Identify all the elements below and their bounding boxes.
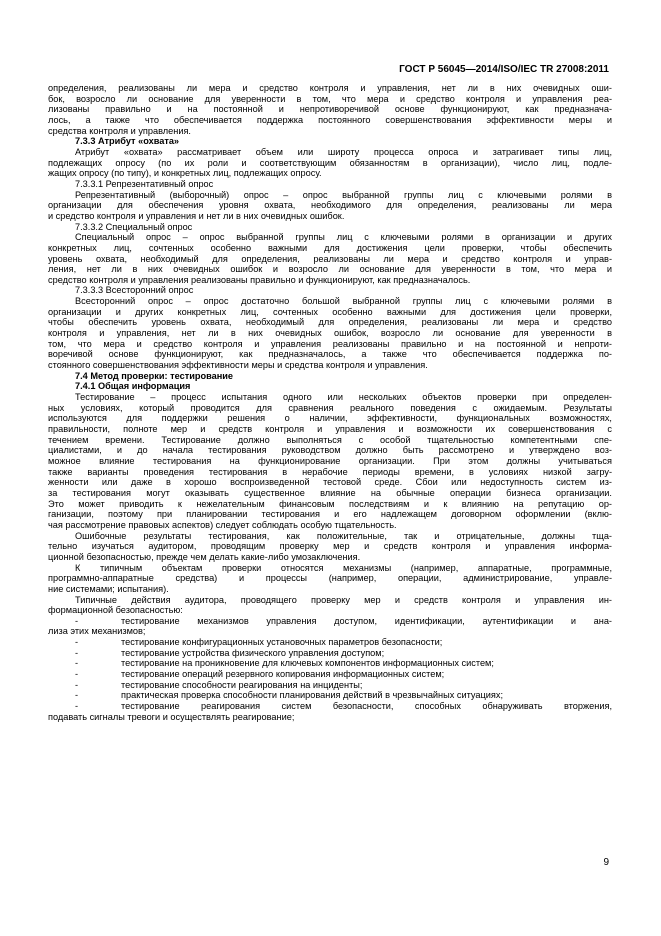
paragraph-line: бок, возросло ли основание для уверенности в том, что мера и средство контроля и управления реа- [48,93,612,104]
paragraph-line: организации для обеспечения уровня охвата, необходимого для определения, реализованы ли мера [48,200,612,211]
paragraph-line: контроля и управления, нет ли в них очевидных ошибок, возросло ли основание для уверенности в [48,328,612,339]
paragraph-line: организации и других конкретных лиц, сочтенных особенно важными для достижения цели проверки, [48,306,612,317]
paragraph-line: Типичные действия аудитора, проводящего проверку мер и средств контроля и управления ин- [75,594,612,605]
list-item-text: практическая проверка способности планирования действий в чрезвычайных ситуациях; [121,690,504,701]
section-heading-line: 7.3.3 Атрибут «охвата» [75,136,180,147]
paragraph-line: ных условиях, который проводится для сравнения реального поведения с ожидаемым. Результаты [48,402,612,413]
list-bullet: - [75,647,79,658]
paragraph-line: программно-аппаратные средства) и процессы (например, операции, администрирование, управле- [48,573,612,584]
list-item-line [48,637,612,648]
paragraph-line: ционной безопасностью, прежде чем делать какие-либо умозаключения. [48,551,361,562]
paragraph-line: том, что мера и средство контроля и управления реализованы правильно и на постоянной и непроти- [48,338,612,349]
paragraph-line: Ошибочные результаты тестирования, как положительные, так и отрицательные, должны тща- [75,530,612,541]
paragraph-line: течением времени. Тестирование должно выполняться с особой тщательностью компетентными спе- [48,434,612,445]
paragraph-line: тельно изучаться аудитором, проводящим проверку мер и средств контроля и управления информа- [48,541,612,552]
paragraph-line: чая рассмотрение правовых аспектов) следует соблюдать особую тщательность. [48,519,397,530]
paragraph-line: жащих опросу (по типу), и конкретных лиц, подлежащих опросу. [48,168,322,179]
section-heading-line: 7.4 Метод проверки: тестирование [75,370,234,381]
paragraph-line: Атрибут «охвата» рассматривает объем или широту процесса опроса и затрагивает типы лиц, [75,146,612,157]
paragraph-line: чтобы обеспечить уровень охвата, необходимый для определения, реализованы ли мера и средство [48,317,612,328]
list-bullet: - [75,701,79,712]
paragraph-line: конкретных лиц, сочтенных особенно важными для достижения цели проверки, чтобы обеспечить [48,242,612,253]
paragraph-line: женности или даже в хорошо воспроизведенной тестовой среде. Сбои или недоступность систем из- [48,477,612,488]
list-bullet: - [75,658,79,669]
list-bullet: - [75,679,79,690]
paragraph-line: уровень охвата, необходимый для определения, реализованы ли мера и средство контроля и управ- [48,253,612,264]
list-item-line [48,648,612,659]
list-item-line [48,690,612,701]
paragraph-line: подлежащих опросу (по их роли и соответствующим обязанностям в организации), число лиц, подле- [48,157,612,168]
document-header: ГОСТ Р 56045—2014/ISO/IEC TR 27008:2011 [399,64,609,75]
list-item-text: тестирование на проникновение для ключевых компонентов информационных систем; [121,658,494,669]
list-item-line [48,680,612,691]
paragraph-line: и средство контроля и управления и нет ли в них очевидных ошибок. [48,210,345,221]
paragraph-line: Специальный опрос – опрос выбранной группы лиц с ключевыми ролями в организации и других [75,232,612,243]
list-item-line [48,616,612,627]
paragraph-line: ганизации, поэтому при планировании тестирования и его надлежащем договорном оформлении (вклю- [48,509,612,520]
paragraph-line: К типичным объектам проверки относятся механизмы (например, аппаратные, программные, [75,562,612,573]
paragraph-line: Тестирование – процесс испытания одного или нескольких объектов проверки при определен- [75,392,612,403]
paragraph-line: ления, нет ли в них очевидных ошибок и возросло ли основание для уверенности в том, что мера и [48,264,612,275]
paragraph-line: 7.3.3.3 Всесторонний опрос [75,285,194,296]
list-item-line [48,669,612,680]
paragraph-line: правильности, полноте мер и средств контроля и управления и возможности их совершенствования с [48,424,612,434]
list-bullet: - [75,615,79,626]
list-item-line [48,658,612,669]
paragraph-line: используются для поддержки решения о наличии, эффективности, функциональных возможностях, [48,413,612,424]
paragraph-line: формационной безопасностью: [48,605,183,616]
list-item-text: тестирование реагирования систем безопасности, способных обнаруживать вторжения, [121,701,612,712]
paragraph-line: стоянного совершенствования эффективности меры и средства контроля и управления. [48,360,428,371]
paragraph-line: средства контроля и управления. [48,125,191,136]
document-body [48,83,612,722]
paragraph-line: 7.3.3.1 Репрезентативный опрос [75,178,214,189]
paragraph-line: Репрезентативный (выборочный) опрос – опрос выбранной группы лиц с ключевыми ролями в [75,189,612,200]
paragraph-line: 7.3.3.2 Специальный опрос [75,221,193,232]
paragraph-line: Всесторонний опрос – опрос достаточно большой выбранной группы лиц с ключевыми ролями в [75,296,612,307]
paragraph-line: циалистами, и до начала тестирования руководством должно быть рассмотрено и утверждено воз- [48,445,612,456]
page-number: 9 [603,857,609,868]
paragraph-line: лизованы правильно и на постоянной и непротиворечивой основе функционируют, как предназнача- [48,104,612,115]
paragraph-line: за тестирования могут оказывать существенное влияние на обычные операции бизнеса организации. [48,487,612,498]
section-heading-line: 7.4.1 Общая информация [75,381,191,392]
list-item-text: тестирование конфигурационных установочных параметров безопасности; [121,637,443,648]
paragraph-line: воречивой основе функционируют, как предназначалось, а также что обеспечивается поддержка по- [48,349,612,360]
list-item-text: тестирование операций резервного копирования информационных систем; [121,669,445,680]
list-bullet: - [75,690,79,701]
list-item-text: тестирование устройства физического управления доступом; [121,647,385,658]
paragraph-line: лось, а также что обеспечивается поддержка постоянного совершенствования эффективности меры и [48,114,612,125]
paragraph-line: ние системами; испытания). [48,583,169,594]
list-item-text: тестирование способности реагирования на инциденты; [121,679,363,690]
paragraph-line: можное влияние тестирования на функционирование организации. При этом должны учитываться [48,455,612,466]
paragraph-line: определения, реализованы ли мера и средство контроля и управления, нет ли в них очевидных оши- [48,83,612,93]
list-item-line: подавать сигналы тревоги и осуществлять реагирование; [48,711,295,722]
paragraph-line: Это может приводить к нежелательным финансовым последствиям и к влиянию на репутацию ор- [48,498,612,509]
list-item-line: лиза этих механизмов; [48,626,146,637]
list-bullet: - [75,669,79,680]
list-item-line [48,701,612,712]
paragraph-line: также варианты проведения тестирования в нерабочие периоды времени, в условиях низкой загру- [48,466,612,477]
paragraph-line: средство контроля и управления реализованы правильно и функционируют, как предназначалось. [48,274,471,285]
list-bullet: - [75,637,79,648]
list-item-text: тестирование механизмов управления доступом, идентификации, аутентификации и ана- [121,615,612,626]
